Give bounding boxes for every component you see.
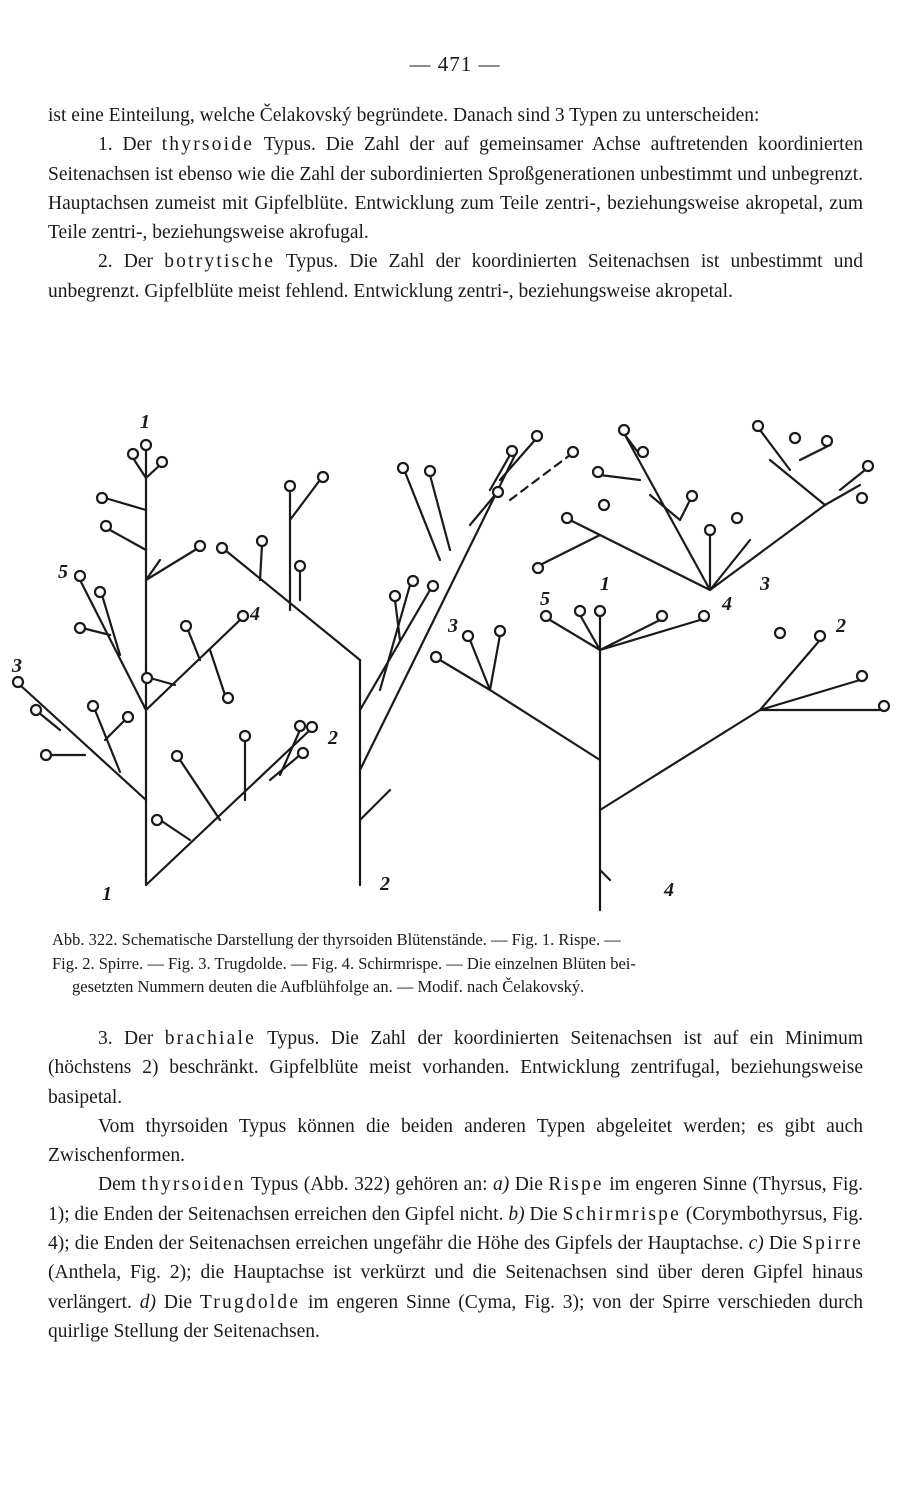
caption-line-2: Fig. 2. Spirre. — Fig. 3. Trugdolde. — Fig. 4. Schirmrispe. — Die einzelnen Blüten bei- [52, 953, 636, 973]
fig4-order-2: 2 [836, 615, 846, 637]
page-number: — 471 — [409, 52, 501, 76]
figure-caption [52, 928, 864, 999]
fig3-order-3: 3 [760, 573, 770, 595]
type3-paragraph: 3. Der brachiale Typus. Die Zahl der koordinierten Seitenachsen ist auf ein Minimum (höchstens 2) beschränkt. Gipfelblüte meist vorhanden. Entwicklung zentrifugal, beziehungsweise basipetal. [48, 1028, 864, 1108]
fig1-top-label: 1 [140, 411, 150, 433]
fig2-order-2: 2 [328, 727, 338, 749]
fig4-order-5: 5 [540, 588, 550, 610]
fig2-spirre [217, 431, 578, 885]
bottom-text-block [48, 1024, 863, 1346]
fig1-order-4: 4 [250, 603, 260, 625]
fig4-schirmrispe [431, 606, 889, 910]
fig1-order-5: 5 [58, 561, 68, 583]
caption-line-3: gesetzten Nummern deuten die Aufblühfolge an. — Modif. nach Čelakovský. [72, 977, 585, 996]
inflorescence-figure [0, 410, 910, 920]
fig4-bottom-label: 4 [664, 879, 674, 901]
type1-paragraph: 1. Der thyrsoide Typus. Die Zahl der auf gemeinsamer Achse auftretenden koordinierten Seitenachsen ist ebenso wie die Zahl der subordinierten Sproßgenerationen unbestimmt und unbegrenzt. Hauptachsen zumeist mit Gipfelblüte. Entwicklung zum Teile zentri-, beziehungsweise akropetal, zum Teile zentri-, beziehungsweise akrofugal. [48, 134, 863, 244]
type2-name: botrytische [164, 251, 276, 273]
fig4-order-1: 1 [600, 573, 610, 595]
fig2-bottom-label: 2 [380, 873, 390, 895]
caption-line-1: Abb. 322. Schematische Darstellung der thyrsoiden Blütenstände. — Fig. 1. Rispe. — [52, 930, 621, 949]
type1-name: thyrsoide [161, 134, 255, 156]
derivation-paragraph: Vom thyrsoiden Typus können die beiden anderen Typen abgeleitet werden; es gibt auch Zwischenformen. [48, 1115, 863, 1167]
fig1-bottom-label: 1 [102, 883, 112, 905]
types-paragraph: Dem thyrsoiden Typus (Abb. 322) gehören an: a) Die Rispe im engeren Sinne (Thyrsus, Fig. 1); die Enden der Seitenachsen erreichen den Gipfel nicht. b) Die Schirmrispe (Corymbothyrsus, Fig. 4); die Enden der Seitenachsen erreichen ungefähr die Höhe des Gipfels der Hauptachse. c) Die Spirre (Anthela, Fig. 2); die Hauptachse ist verkürzt und die Seitenachsen sind über deren Gipfel hinaus verlängert. d) Die Trugdolde im engeren Sinne (Cyma, Fig. 3); von der Spirre verschieden durch quirlige Stellung der Seitenachsen. [48, 1174, 864, 1342]
fig3-trugdolde [533, 421, 873, 590]
type2-paragraph: 2. Der botrytische Typus. Die Zahl der koordinierten Seitenachsen ist unbestimmt und unbegrenzt. Gipfelblüte meist fehlend. Entwicklung zentri-, beziehungsweise akropetal. [48, 251, 863, 302]
fig1-order-3: 3 [12, 655, 22, 677]
fig1-rispe [13, 440, 317, 885]
fig4-order-4: 4 [722, 593, 732, 615]
fig4-order-3: 3 [448, 615, 458, 637]
type3-name: brachiale [164, 1028, 256, 1049]
top-text-block [48, 101, 863, 306]
intro-paragraph: ist eine Einteilung, welche Čelakovský begründete. Danach sind 3 Typen zu unterscheiden: [48, 105, 760, 126]
